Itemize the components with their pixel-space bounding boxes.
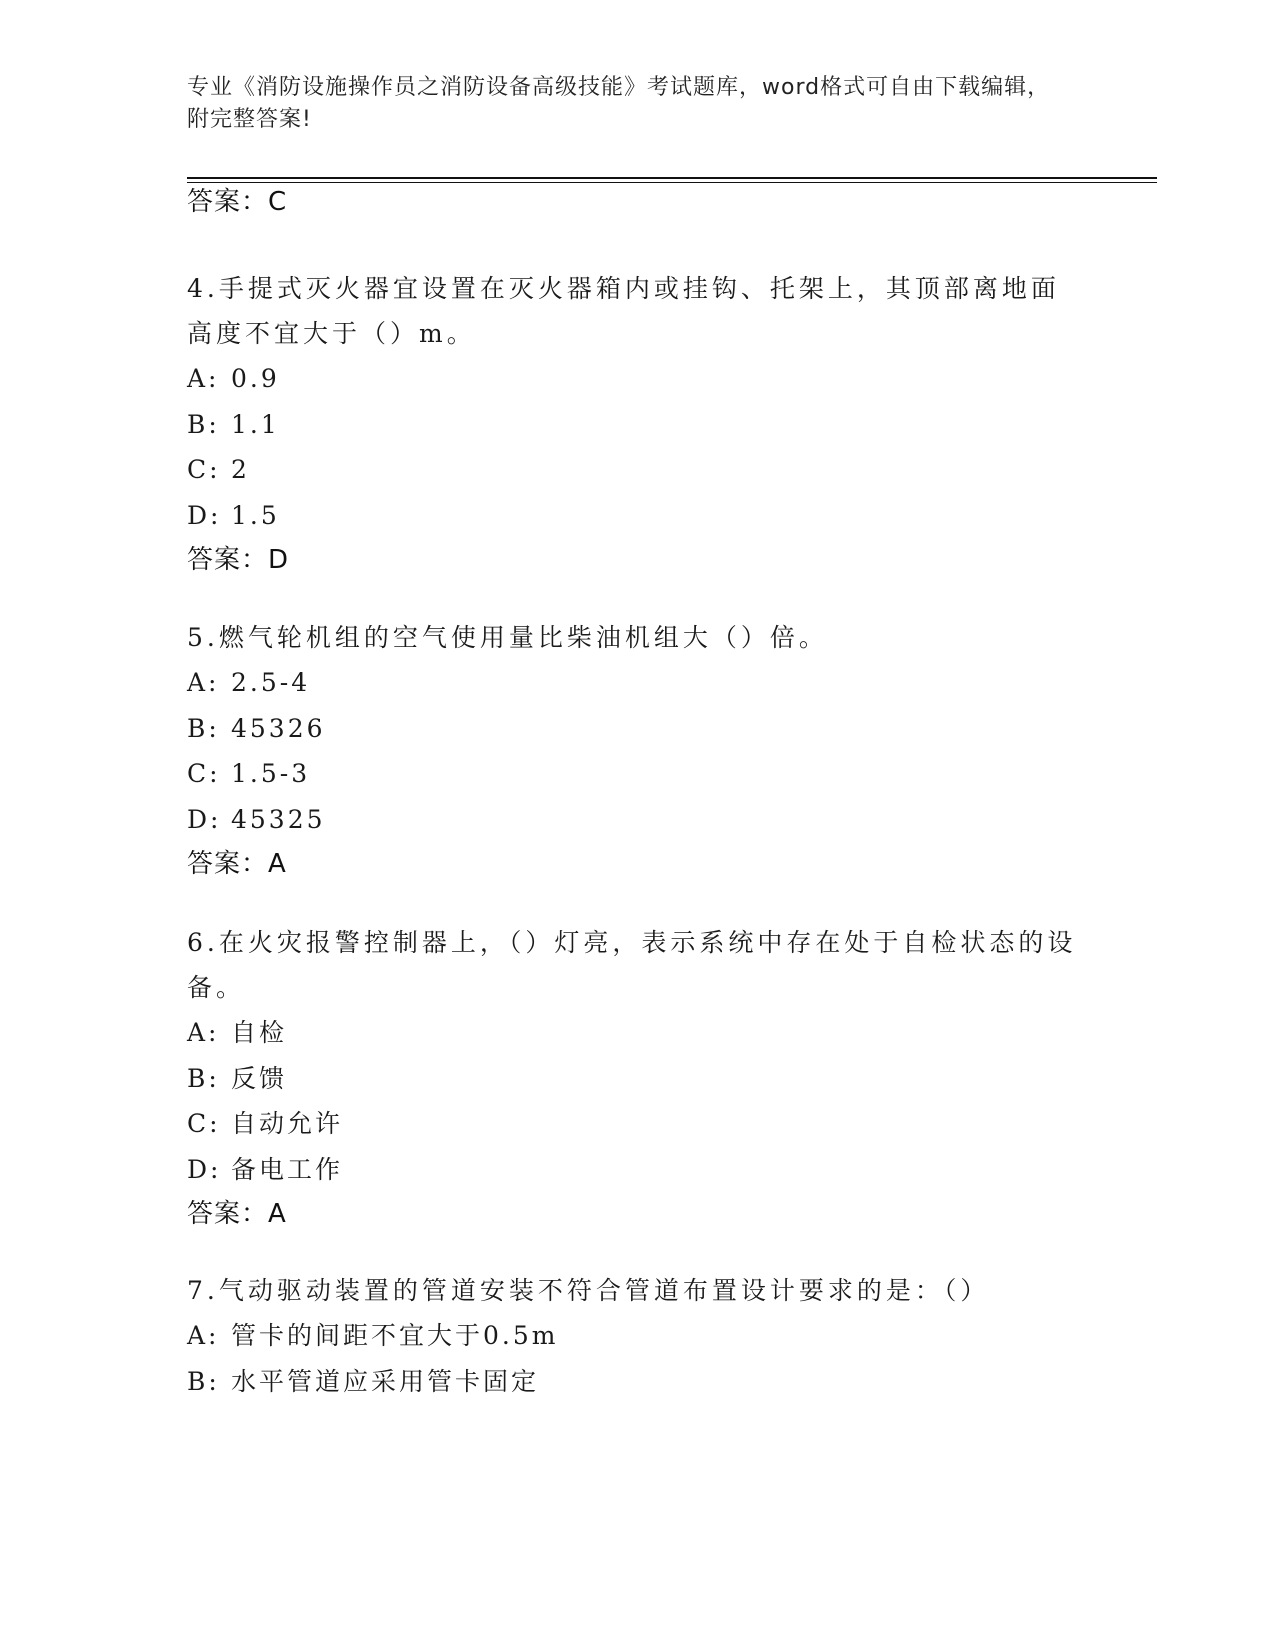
option-letter: D: (187, 500, 222, 530)
question-4 (187, 266, 1087, 583)
option-letter: A: (187, 1018, 220, 1047)
answer (187, 842, 1087, 887)
header-divider (187, 177, 1157, 179)
question-7 (187, 1268, 1087, 1404)
option-text: 1.5 (231, 500, 280, 530)
answer-label: 答案： (187, 545, 269, 575)
option-d (187, 1147, 1087, 1193)
option-letter: B: (187, 1063, 220, 1093)
question-text: 7.气动驱动装置的管道安装不符合管道布置设计要求的是：（） (187, 1276, 990, 1305)
option-b (187, 706, 1087, 752)
option-b (187, 402, 1087, 448)
option-letter: A: (187, 668, 220, 697)
question-number: 7. (187, 1276, 219, 1305)
question-number: 5. (187, 623, 219, 652)
option-text: 45325 (231, 804, 326, 834)
option-a (187, 356, 1087, 402)
option-d (187, 493, 1087, 539)
option-d (187, 797, 1087, 843)
option-a (187, 660, 1087, 706)
option-c (187, 1101, 1087, 1147)
option-text: 水平管道应采用管卡固定 (231, 1366, 540, 1396)
option-a (187, 1313, 1087, 1359)
question-text: 6.在火灾报警控制器上，（）灯亮，表示系统中存在处于自检状态的设备。 (187, 928, 1077, 1002)
option-letter: B: (187, 409, 220, 439)
document-page (187, 0, 1157, 1650)
option-b (187, 1056, 1087, 1102)
answer-value: C (268, 187, 288, 217)
answer-value: A (268, 1199, 287, 1229)
question-number: 4. (187, 274, 219, 303)
option-c (187, 751, 1087, 797)
option-text: 45326 (231, 713, 326, 743)
option-text: 2.5-4 (231, 668, 311, 697)
answer (187, 538, 1087, 583)
option-text: 管卡的间距不宜大于0.5m (231, 1321, 559, 1350)
option-text: 备电工作 (231, 1154, 344, 1184)
answer-label: 答案： (187, 849, 269, 879)
option-text: 2 (231, 455, 250, 484)
answer-label: 答案： (187, 1199, 269, 1229)
option-c (187, 447, 1087, 493)
option-letter: A: (187, 1321, 220, 1350)
option-letter: C: (187, 1109, 221, 1138)
option-letter: B: (187, 713, 220, 743)
option-text: 1.1 (231, 409, 280, 439)
answer-label: 答案： (187, 187, 269, 217)
question-5 (187, 615, 1087, 887)
option-letter: C: (187, 455, 221, 484)
option-letter: B: (187, 1366, 220, 1396)
answer-value: A (268, 849, 287, 879)
option-text: 0.9 (231, 364, 280, 393)
question-number: 6. (187, 928, 219, 957)
option-letter: A: (187, 364, 220, 393)
option-letter: D: (187, 1154, 222, 1184)
option-a (187, 1010, 1087, 1056)
option-b (187, 1359, 1087, 1405)
option-text: 1.5-3 (231, 759, 311, 788)
option-letter: C: (187, 759, 221, 788)
option-text: 反馈 (231, 1063, 288, 1093)
option-text: 自检 (231, 1018, 288, 1047)
question-text: 5.燃气轮机组的空气使用量比柴油机组大（）倍。 (187, 623, 828, 652)
option-letter: D: (187, 804, 222, 834)
answer-value: D (268, 545, 290, 575)
answer (187, 1192, 1087, 1237)
question-text: 4.手提式灭火器宜设置在灭火器箱内或挂钩、托架上，其顶部离地面高度不宜大于（）m。 (187, 274, 1060, 348)
prev-answer (187, 180, 1087, 225)
header-note: 专业《消防设施操作员之消防设备高级技能》考试题库，word格式可自由下载编辑，附完整答案! (187, 75, 1051, 132)
option-text: 自动允许 (231, 1109, 344, 1138)
question-6 (187, 920, 1087, 1237)
